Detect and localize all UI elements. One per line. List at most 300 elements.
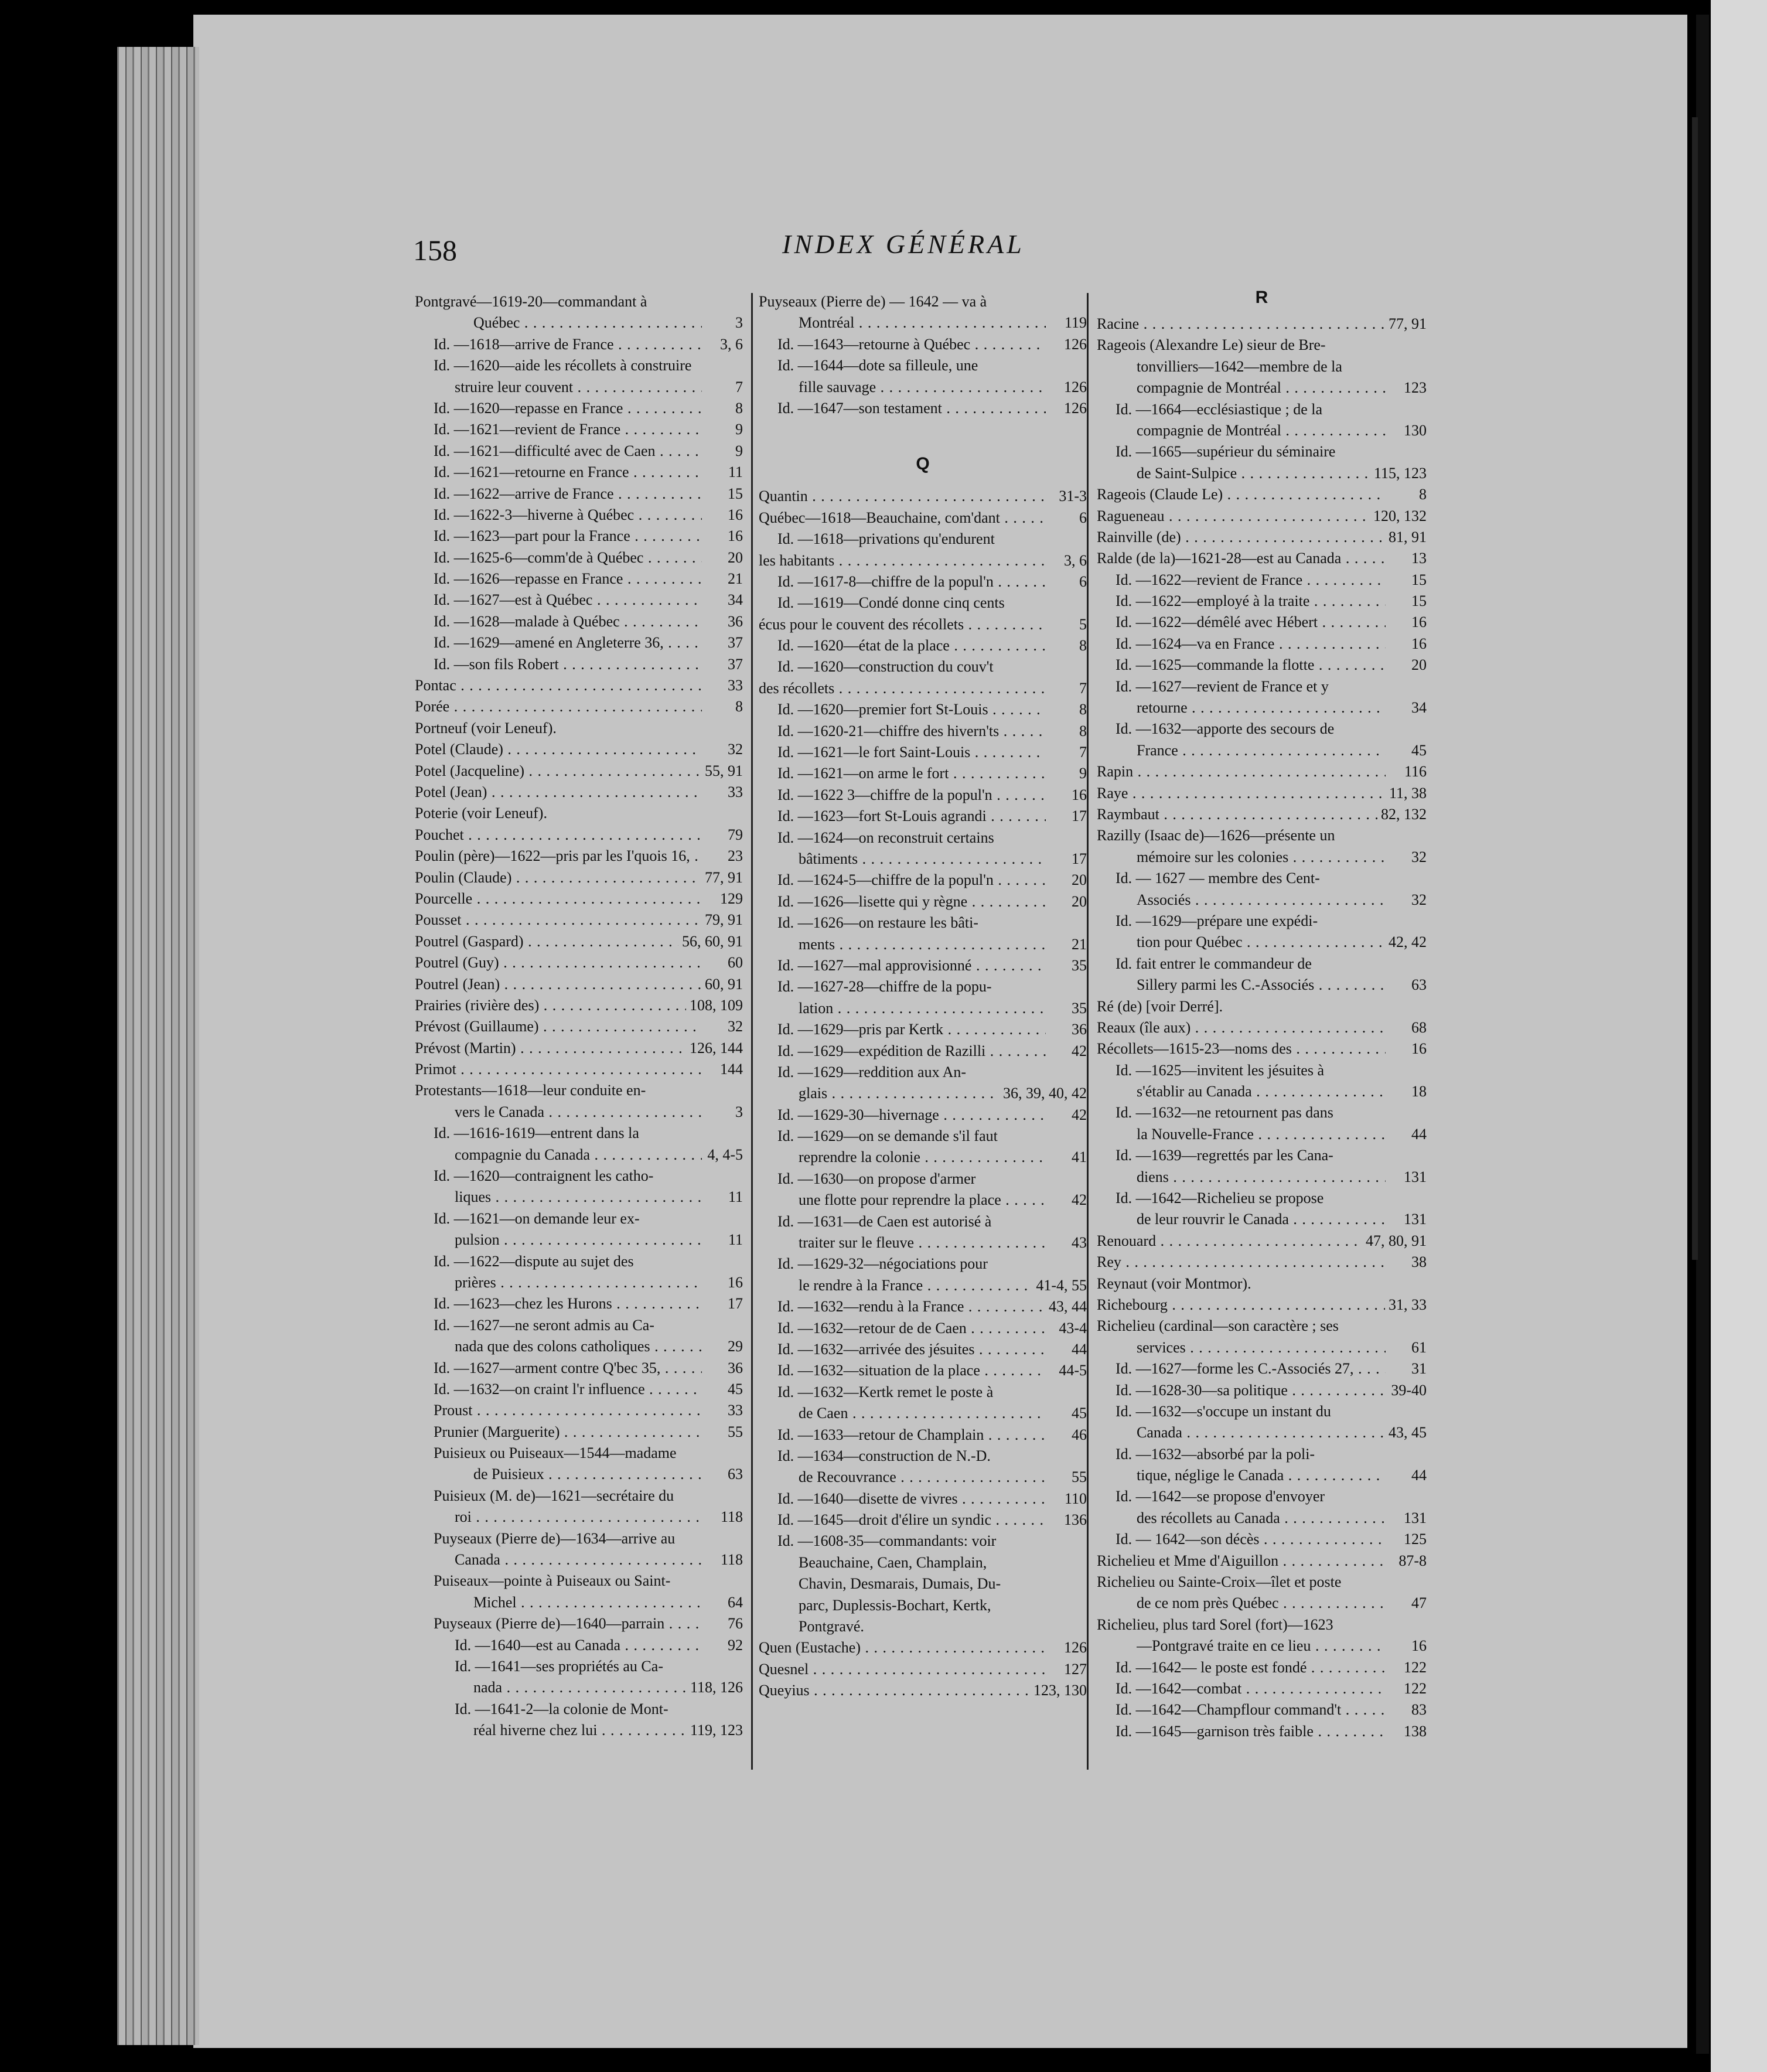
index-entry <box>415 1059 743 1080</box>
entry-text: Id. —1645—droit d'élire un syndic . . . <box>777 1509 1046 1531</box>
index-entry <box>1097 996 1427 1017</box>
entry-text: une flotte pour reprendre la place . . . <box>799 1190 1046 1211</box>
entry-text: Pouchet . . . <box>415 824 702 846</box>
entry-pages: 130 <box>1400 420 1427 441</box>
index-entry <box>415 1699 743 1720</box>
entry-pages: 131 <box>1400 1508 1427 1529</box>
index-entry <box>759 891 1087 912</box>
entry-text: Id. —1639—regrettés par les Cana- <box>1116 1147 1333 1164</box>
index-entry <box>415 1272 743 1293</box>
entry-pages: 42 <box>1068 1105 1087 1126</box>
index-entry <box>759 1382 1087 1403</box>
entry-pages: 47 <box>1408 1593 1427 1614</box>
entry-text: Racine . . . <box>1097 313 1386 335</box>
entry-pages: 38 <box>1408 1252 1427 1273</box>
index-entry <box>759 312 1087 333</box>
entry-text: Id. — 1642—son décès . . . <box>1116 1529 1386 1550</box>
index-entry <box>415 718 743 739</box>
entry-pages: 39-40 <box>1387 1380 1427 1401</box>
index-entry <box>759 1296 1087 1317</box>
index-entry <box>1097 655 1427 676</box>
entry-text: Pousset . . . <box>415 909 702 931</box>
entry-text: Id. — 1627 — membre des Cent- <box>1116 870 1320 887</box>
entry-pages: 123 <box>1400 377 1427 398</box>
entry-text: Id. —1618—privations qu'endurent <box>777 530 995 548</box>
index-entry <box>1097 847 1427 868</box>
entry-text: prières . . . <box>455 1272 702 1293</box>
entry-pages: 34 <box>724 589 743 611</box>
entry-pages: 119, 123 <box>687 1720 743 1741</box>
index-entry <box>759 1062 1087 1083</box>
index-entry <box>415 696 743 717</box>
entry-text: Id. —1623—part pour la France . . . <box>434 526 702 547</box>
entry-text: parc, Duplessis-Bochart, Kertk, <box>799 1596 991 1614</box>
entry-text: Quantin . . . <box>759 486 1046 507</box>
index-entry <box>415 1422 743 1443</box>
entry-pages: 8 <box>732 398 743 419</box>
entry-pages: 15 <box>1408 591 1427 612</box>
entry-text: Id. —1640—est au Canada . . . <box>455 1635 702 1656</box>
index-entry <box>759 592 1087 614</box>
entry-text: Id. —1628-30—sa politique . . . <box>1116 1380 1386 1401</box>
index-entry <box>415 1016 743 1037</box>
index-entry <box>1097 1444 1427 1465</box>
index-entry <box>415 312 743 333</box>
entry-text: Id. —1625—commande la flotte . . . <box>1116 655 1386 676</box>
entry-pages: 6 <box>1076 571 1087 592</box>
entry-text: de Saint-Sulpice . . . <box>1137 463 1386 484</box>
entry-text: Chavin, Desmarais, Dumais, Du- <box>799 1575 1001 1593</box>
entry-pages: 125 <box>1400 1529 1427 1550</box>
entry-text: Id. —1623—fort St-Louis agrandi . . . <box>777 806 1046 827</box>
entry-pages: 17 <box>724 1293 743 1314</box>
entry-pages: 110 <box>1061 1488 1087 1509</box>
entry-text: Protestants—1618—leur conduite en- <box>415 1082 646 1099</box>
entry-text: Puyseaux (Pierre de)—1634—arrive au <box>434 1529 676 1547</box>
entry-text: Proust . . . <box>434 1400 702 1421</box>
entry-text: Id. —1632—on craint l'r influence . . . <box>434 1379 702 1400</box>
index-entry <box>415 782 743 803</box>
index-entry <box>759 635 1087 656</box>
entry-text: Id. —1621—difficulté avec de Caen . . . <box>434 441 702 462</box>
entry-pages: 33 <box>724 782 743 803</box>
index-entry <box>759 870 1087 891</box>
entry-text: Puisieux ou Puiseaux—1544—madame <box>434 1444 677 1462</box>
entry-pages: 8 <box>1076 721 1087 742</box>
entry-pages: 45 <box>1068 1403 1087 1424</box>
entry-pages: 87-8 <box>1395 1550 1427 1572</box>
index-entry <box>415 739 743 760</box>
entry-text: Id. —1622-3—hiverne à Québec . . . <box>434 505 702 526</box>
entry-text: Id. —1629—amené en Angleterre 36, . . . <box>434 632 702 653</box>
entry-pages: 13 <box>1408 548 1427 569</box>
entry-text: liques . . . <box>455 1187 702 1208</box>
facing-page-edge <box>1711 0 1767 2072</box>
entry-text: Puiseaux—pointe à Puiseaux ou Saint- <box>434 1572 671 1590</box>
entry-text: Prairies (rivière des) . . . <box>415 995 702 1016</box>
entry-pages: 42 <box>1068 1041 1087 1062</box>
index-entry <box>1097 1593 1427 1614</box>
index-entry <box>759 507 1087 529</box>
index-entry <box>415 568 743 589</box>
entry-pages: 15 <box>1408 570 1427 591</box>
entry-text: Id. —1627—arment contre Q'bec 35, . . . <box>434 1358 702 1379</box>
entry-pages: 37 <box>724 654 743 675</box>
index-entry <box>415 505 743 526</box>
index-entry <box>759 785 1087 806</box>
entry-pages: 35 <box>1068 955 1087 976</box>
index-entry <box>415 1528 743 1549</box>
index-entry <box>759 550 1087 571</box>
index-entry <box>1097 1635 1427 1657</box>
index-entry <box>1097 1657 1427 1678</box>
entry-text: des récollets au Canada . . . <box>1137 1508 1386 1529</box>
entry-text: Id. —1624-5—chiffre de la popul'n . . . <box>777 870 1046 891</box>
entry-text: Id. —1621—le fort Saint-Louis . . . <box>777 742 1046 763</box>
index-entry <box>759 976 1087 997</box>
index-entry <box>1097 1572 1427 1593</box>
entry-text: Id. —1629-30—hivernage . . . <box>777 1105 1046 1126</box>
entry-text: Michel . . . <box>473 1592 702 1613</box>
entry-pages: 56, 60, 91 <box>678 931 743 952</box>
entry-text: Id. —1620—état de la place . . . <box>777 635 1046 656</box>
entry-text: Rageois (Alexandre Le) sieur de Bre- <box>1097 336 1326 354</box>
index-entry <box>415 1038 743 1059</box>
index-entry <box>759 721 1087 742</box>
entry-text: Id. —1629—pris par Kertk . . . <box>777 1019 1046 1040</box>
entry-text: Id. —1645—garnison très faible . . . <box>1116 1721 1386 1742</box>
index-entry <box>759 742 1087 763</box>
entry-text: —Pontgravé traite en ce lieu . . . <box>1137 1635 1386 1657</box>
entry-text: Id. —1631—de Caen est autorisé à <box>777 1212 992 1230</box>
index-column-1 <box>415 291 743 1742</box>
index-entry <box>415 761 743 782</box>
entry-pages: 63 <box>1408 974 1427 996</box>
index-entry <box>759 1105 1087 1126</box>
entry-text: Ré (de) [voir Derré]. <box>1097 997 1223 1015</box>
entry-pages: 82, 132 <box>1377 804 1427 825</box>
entry-pages: 32 <box>1408 847 1427 868</box>
entry-pages: 41-4, 55 <box>1032 1275 1087 1296</box>
entry-text: Associés . . . <box>1137 890 1386 911</box>
index-entry <box>415 377 743 398</box>
entry-pages: 43 <box>1068 1232 1087 1253</box>
entry-pages: 92 <box>724 1635 743 1656</box>
index-entry <box>759 1467 1087 1488</box>
index-entry <box>759 848 1087 870</box>
entry-text: Puisieux (M. de)—1621—secrétaire du <box>434 1487 674 1504</box>
index-entry <box>759 377 1087 398</box>
entry-pages: 47, 80, 91 <box>1362 1231 1427 1252</box>
entry-pages: 16 <box>724 505 743 526</box>
entry-text: la Nouvelle-France . . . <box>1137 1124 1386 1145</box>
entry-pages: 118, 126 <box>687 1677 743 1698</box>
entry-text: Ralde (de la)—1621-28—est au Canada . . . <box>1097 548 1386 569</box>
index-entry <box>759 571 1087 592</box>
entry-text: Ragueneau . . . <box>1097 506 1386 527</box>
entry-text: Id. —1625-6—comm'de à Québec . . . <box>434 547 702 568</box>
entry-text: Id. —1642—combat . . . <box>1116 1678 1386 1699</box>
entry-pages: 118 <box>717 1549 743 1570</box>
index-entry <box>759 1446 1087 1467</box>
entry-text: Id. —1620—aide les récollets à construire <box>434 357 692 374</box>
entry-pages: 126, 144 <box>686 1038 743 1059</box>
entry-pages: 31-3 <box>1055 486 1087 507</box>
index-entry <box>759 1275 1087 1296</box>
entry-text: Id. —1632—ne retournent pas dans <box>1116 1104 1333 1122</box>
index-entry <box>759 1126 1087 1147</box>
index-entry <box>1097 1678 1427 1699</box>
entry-text: Id. —1632—rendu à la France . . . <box>777 1296 1046 1317</box>
entry-pages: 8 <box>1415 484 1427 505</box>
entry-text: Puyseaux (Pierre de) — 1642 — va à <box>759 293 987 310</box>
entry-pages: 55 <box>724 1422 743 1443</box>
entry-text: Id. —1620—contraignent les catho- <box>434 1167 654 1185</box>
entry-pages: 16 <box>1408 1635 1427 1657</box>
index-entry <box>759 1041 1087 1062</box>
entry-pages: 44-5 <box>1055 1360 1087 1381</box>
entry-text: de leur rouvrir le Canada . . . <box>1137 1209 1386 1230</box>
index-entry <box>415 589 743 611</box>
entry-pages: 45 <box>724 1379 743 1400</box>
entry-text: Id. —1619—Condé donne cinq cents <box>777 594 1005 612</box>
index-entry <box>759 806 1087 827</box>
index-entry <box>415 1677 743 1698</box>
entry-text: Id. —1629—prépare une expédi- <box>1116 912 1318 929</box>
entry-text: Poulin (père)—1622—pris par les I'quois 16, . . . <box>415 846 702 867</box>
entry-pages: 83 <box>1408 1699 1427 1720</box>
entry-text: Id. —1632—absorbé par la poli- <box>1116 1445 1315 1463</box>
index-entry <box>759 1488 1087 1509</box>
entry-text: Id. —1632—Kertk remet le poste à <box>777 1383 994 1400</box>
index-entry <box>1097 911 1427 932</box>
index-entry <box>415 952 743 973</box>
index-entry <box>1097 484 1427 505</box>
index-entry <box>415 888 743 909</box>
entry-pages: 41 <box>1068 1147 1087 1168</box>
entry-text: Quesnel . . . <box>759 1659 1046 1680</box>
entry-pages: 136 <box>1060 1509 1087 1531</box>
entry-text: Pontgravé—1619-20—commandant à <box>415 293 647 310</box>
index-entry <box>415 1635 743 1656</box>
index-entry <box>1097 1102 1427 1123</box>
index-entry <box>1097 697 1427 718</box>
index-entry <box>415 1336 743 1357</box>
entry-text: Id. —1627-28—chiffre de la popu- <box>777 978 992 996</box>
entry-pages: 122 <box>1400 1657 1427 1678</box>
entry-text: Id. —1642— le poste est fondé . . . <box>1116 1657 1386 1678</box>
entry-text: Québec . . . <box>473 312 702 333</box>
entry-text: Id. —1664—ecclésiastique ; de la <box>1116 400 1323 418</box>
entry-text: Id. —1622—démêlé avec Hébert . . . <box>1116 612 1386 633</box>
entry-text: Id. —1617-8—chiffre de la popul'n . . . <box>777 571 1046 592</box>
entry-pages: 79, 91 <box>701 909 743 931</box>
entry-pages: 21 <box>724 568 743 589</box>
entry-text: Québec—1618—Beauchaine, com'dant . . . <box>759 507 1046 529</box>
page-edges <box>117 47 199 2045</box>
column-rule <box>1087 293 1089 1770</box>
entry-text: Raymbaut . . . <box>1097 804 1386 825</box>
index-entry <box>1097 1465 1427 1486</box>
entry-pages: 8 <box>732 696 743 717</box>
entry-pages: 18 <box>1408 1081 1427 1102</box>
entry-pages: 16 <box>1408 612 1427 633</box>
index-entry <box>415 462 743 483</box>
index-entry <box>1097 1038 1427 1059</box>
entry-pages: 68 <box>1408 1017 1427 1038</box>
index-entry <box>415 803 743 824</box>
entry-pages: 16 <box>1408 633 1427 655</box>
entry-pages: 116 <box>1401 761 1427 782</box>
entry-pages: 20 <box>1068 891 1087 912</box>
entry-pages: 138 <box>1400 1721 1427 1742</box>
entry-pages: 55, 91 <box>701 761 743 782</box>
entry-text: Poterie (voir Leneuf). <box>415 805 547 822</box>
entry-text: Id. —1634—construction de N.-D. <box>777 1447 991 1464</box>
index-entry <box>1097 953 1427 974</box>
entry-text: Renouard . . . <box>1097 1231 1386 1252</box>
entry-text: Richelieu ou Sainte-Croix—îlet et poste <box>1097 1573 1342 1591</box>
index-entry <box>759 763 1087 784</box>
index-entry <box>759 614 1087 635</box>
index-entry <box>1097 868 1427 889</box>
index-entry <box>415 1293 743 1314</box>
entry-text: mémoire sur les colonies . . . <box>1137 847 1386 868</box>
entry-pages: 126 <box>1060 398 1087 419</box>
index-entry <box>415 1123 743 1144</box>
index-entry <box>1097 612 1427 633</box>
index-entry <box>759 1339 1087 1360</box>
entry-text: les habitants . . . <box>759 550 1046 571</box>
entry-text: s'établir au Canada . . . <box>1137 1081 1386 1102</box>
index-entry <box>759 827 1087 848</box>
entry-text: Id. —1627—ne seront admis au Ca- <box>434 1316 654 1334</box>
entry-pages: 115, 123 <box>1370 463 1427 484</box>
index-entry <box>415 1102 743 1123</box>
index-entry <box>415 1080 743 1101</box>
entry-pages: 3, 6 <box>1060 550 1087 571</box>
index-entry <box>759 291 1087 312</box>
entry-pages: 60, 91 <box>701 974 743 995</box>
entry-pages: 81, 91 <box>1385 527 1427 548</box>
entry-pages: 31 <box>1408 1358 1427 1379</box>
entry-pages: 34 <box>1408 697 1427 718</box>
entry-text: Pontac . . . <box>415 675 702 696</box>
entry-pages: 42, 42 <box>1385 932 1427 953</box>
entry-pages: 8 <box>1076 699 1087 720</box>
index-entry <box>759 1595 1087 1616</box>
entry-text: Id. —1626—on restaure les bâti- <box>777 914 978 932</box>
page-header <box>413 223 1081 270</box>
entry-text: Richebourg . . . <box>1097 1294 1386 1316</box>
index-entry <box>415 1570 743 1592</box>
entry-text: Id. —1618—arrive de France . . . <box>434 334 702 355</box>
entry-pages: 43, 45 <box>1385 1422 1427 1443</box>
index-entry <box>415 1485 743 1507</box>
index-entry <box>1097 591 1427 612</box>
index-entry <box>1097 1231 1427 1252</box>
entry-text: ments . . . <box>799 934 1046 955</box>
entry-pages: 29 <box>724 1336 743 1357</box>
entry-text: Canada . . . <box>1137 1422 1386 1443</box>
index-entry <box>415 1656 743 1677</box>
entry-text: Id. —1633—retour de Champlain . . . <box>777 1424 1046 1446</box>
index-entry <box>759 1637 1087 1658</box>
entry-text: Id. —1624—va en France . . . <box>1116 633 1386 655</box>
index-entry <box>759 1573 1087 1594</box>
entry-text: Poutrel (Jean) . . . <box>415 974 702 995</box>
entry-pages: 37 <box>724 632 743 653</box>
index-entry <box>415 1208 743 1229</box>
index-entry <box>1097 1294 1427 1316</box>
entry-text: Quen (Eustache) . . . <box>759 1637 1046 1658</box>
entry-text: de ce nom près Québec . . . <box>1137 1593 1386 1614</box>
entry-pages: 127 <box>1060 1659 1087 1680</box>
entry-text: Beauchaine, Caen, Champlain, <box>799 1553 987 1571</box>
entry-text: Id. —1627—est à Québec . . . <box>434 589 702 611</box>
entry-text: Id. —1642—Richelieu se propose <box>1116 1190 1324 1207</box>
index-entry <box>415 611 743 632</box>
entry-text: Id. —1621—on demande leur ex- <box>434 1209 640 1227</box>
entry-text: Id. —1640—disette de vivres . . . <box>777 1488 1046 1509</box>
running-head: INDEX GÉNÉRAL <box>782 229 1025 259</box>
page-fold <box>1692 117 1698 1260</box>
index-entry <box>415 1464 743 1485</box>
index-entry <box>1097 825 1427 846</box>
index-entry <box>759 934 1087 955</box>
entry-text: Id. —1628—malade à Québec . . . <box>434 611 702 632</box>
index-entry <box>1097 974 1427 996</box>
index-entry <box>1097 1508 1427 1529</box>
entry-text: tique, néglige le Canada . . . <box>1137 1465 1386 1486</box>
entry-text: Id. —son fils Robert . . . <box>434 654 702 675</box>
entry-text: roi . . . <box>455 1507 702 1528</box>
entry-text: réal hiverne chez lui . . . <box>473 1720 702 1741</box>
entry-pages: 64 <box>724 1592 743 1613</box>
entry-text: écus pour le couvent des récollets . . . <box>759 614 1046 635</box>
index-entry <box>1097 1337 1427 1358</box>
index-entry <box>415 974 743 995</box>
entry-text: Id. —1629—expédition de Razilli . . . <box>777 1041 1046 1062</box>
entry-text: Pourcelle . . . <box>415 888 702 909</box>
entry-text: pulsion . . . <box>455 1229 702 1250</box>
index-entry <box>759 1403 1087 1424</box>
entry-pages: 3 <box>732 1102 743 1123</box>
entry-pages: 63 <box>724 1464 743 1485</box>
entry-text: Id. —1629-32—négociations pour <box>777 1255 988 1273</box>
entry-text: diens . . . <box>1137 1167 1386 1188</box>
index-entry <box>759 656 1087 677</box>
index-entry <box>1097 1316 1427 1337</box>
entry-text: Poulin (Claude) . . . <box>415 867 702 888</box>
entry-pages: 31, 33 <box>1385 1294 1427 1316</box>
index-entry <box>1097 890 1427 911</box>
entry-text: Prévost (Martin) . . . <box>415 1038 702 1059</box>
entry-pages: 3 <box>732 312 743 333</box>
index-entry <box>415 1720 743 1741</box>
index-entry <box>759 912 1087 933</box>
index-entry <box>759 1253 1087 1274</box>
index-entry <box>759 1552 1087 1573</box>
index-entry <box>1097 1358 1427 1379</box>
entry-text: Id. fait entrer le commandeur de <box>1116 955 1312 972</box>
index-entry <box>1097 761 1427 782</box>
index-entry <box>1097 1422 1427 1443</box>
index-entry <box>759 1211 1087 1232</box>
index-entry <box>415 1251 743 1272</box>
entry-text: Id. —1627—forme les C.-Associés 27, . . . <box>1116 1358 1386 1379</box>
entry-text: Sillery parmi les C.-Associés . . . <box>1137 974 1386 996</box>
